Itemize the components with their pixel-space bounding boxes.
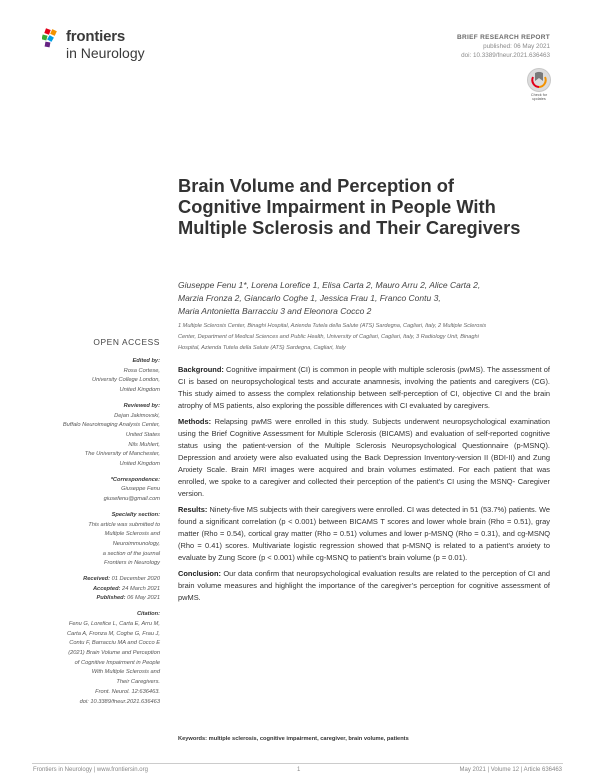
author-line: Marzia Fronza 2, Giancarlo Coghe 1, Jessica Frau 1, Franco Contu 3, <box>178 293 441 303</box>
citation-line: (2021) Brain Volume and Perception <box>68 649 160 656</box>
logo-journal-name: in Neurology <box>66 45 145 61</box>
published-label: Published: <box>96 595 126 602</box>
author-line: Giuseppe Fenu 1*, Lorena Lorefice 1, Elisa Carta 2, Mauro Arru 2, Alice Carta 2, <box>178 280 481 290</box>
frontiers-logo[interactable] <box>42 28 182 68</box>
frontiers-logo-icon <box>42 28 62 48</box>
sidebar-line: a section of the journal <box>102 550 160 557</box>
abstract-methods <box>178 416 550 500</box>
sidebar-line: Nils Muhlert, <box>128 441 160 448</box>
correspondence-heading: *Correspondence: <box>110 476 160 483</box>
citation-line: of Cognitive Impairment in People <box>74 659 160 666</box>
citation-line: Front. Neurol. 12:636463. <box>95 688 160 695</box>
check-updates-label-2: updates <box>532 97 546 102</box>
received-date <box>12 575 160 585</box>
specialty-heading: Specialty section: <box>111 511 160 518</box>
article-type: BRIEF RESEARCH REPORT <box>457 34 550 41</box>
conclusion-label: Conclusion: <box>178 569 221 578</box>
citation-line: Contu F, Barracciu MA and Cocco E <box>69 640 160 647</box>
article-meta <box>457 33 550 60</box>
sidebar-line: Frontiers in Neurology <box>104 560 160 567</box>
sidebar-line: Buffalo Neuroimaging Analysis Center, <box>62 422 160 429</box>
affiliation-line: 1 Multiple Sclerosis Center, Binaghi Hospital, Azienda Tutela della Salute (ATS) Sardegna, Cagliari, Italy, 2 Multiple Sclerosis <box>178 323 487 329</box>
results-text: Ninety-five MS subjects with their caregivers were enrolled. CI was detected in 51 (53.7%) patients. We found a significant correlation (p < 0.001) between BICAMS T scores and lower whole brain (Rho = 0.51), gray matter (Rho = 0.54), cortical gray matter (Rho = 0.51) volumes and lower p-MSNQ (Rho = 0.31), and cg-MSNQ (Rho = 0.41) scores. Multivariate logistic regression showed that p-MSNQ is related to a patient’s anxiety to evaluate by Zung Score (p < 0.001) while cg-MSNQ to patient’s brain volume (p = 0.01). <box>178 505 550 562</box>
published-date: published: 06 May 2021 <box>483 43 550 50</box>
sidebar-line: University College London, <box>92 377 160 384</box>
affiliation-line: Hospital, Azienda Tutela della Salute (ATS) Sardegna, Cagliari, Italy <box>178 345 346 351</box>
footer-journal-link[interactable]: Frontiers in Neurology | www.frontiersin.org <box>33 767 148 773</box>
author-line: Maria Antonietta Barracciu 3 and Eleonora Cocco 2 <box>178 306 372 316</box>
footer-divider <box>32 763 563 764</box>
abstract-conclusion <box>178 568 550 604</box>
citation-line: Fenu G, Lorefice L, Carta E, Arru M, <box>68 620 160 627</box>
results-label: Results: <box>178 505 208 514</box>
sidebar-line: Rosa Cortese, <box>123 367 160 374</box>
citation-heading: Citation: <box>136 611 160 618</box>
published-date-sidebar <box>12 594 160 604</box>
author-list <box>178 279 548 318</box>
accepted-value: 24 March 2021 <box>122 585 160 592</box>
sidebar-line: Giuseppe Fenu <box>121 486 160 493</box>
doi-link[interactable]: doi: 10.3389/fneur.2021.636463 <box>461 52 550 59</box>
conclusion-text: Our data confirm that neuropsychological evaluation results are related to the perception of CI and brain volume measures and highlight the importance of the caregiver’s perception for cognitive assessment of pwMS. <box>178 569 550 602</box>
open-access-label: OPEN ACCESS <box>93 337 160 347</box>
page-number: 1 <box>297 767 301 773</box>
check-for-updates-button[interactable] <box>527 68 551 100</box>
sidebar-line: United States <box>125 431 160 438</box>
methods-label: Methods: <box>178 417 212 426</box>
keywords: Keywords: multiple sclerosis, cognitive impairment, caregiver, brain volume, patients <box>178 736 409 742</box>
accepted-label: Accepted: <box>92 585 121 592</box>
abstract-results <box>178 504 550 564</box>
abstract <box>178 364 550 608</box>
sidebar-line: The University of Manchester, <box>84 451 160 458</box>
sidebar-line: United Kingdom <box>119 387 160 394</box>
affiliations <box>178 321 550 354</box>
reviewed-by-heading: Reviewed by: <box>123 402 160 409</box>
citation-line: Their Caregivers. <box>116 679 160 686</box>
sidebar-line: Multiple Sclerosis and <box>104 531 160 538</box>
accepted-date <box>12 585 160 595</box>
sidebar-line: United Kingdom <box>119 461 160 468</box>
citation-line: Carta A, Fronza M, Coghe G, Frau J, <box>66 630 160 637</box>
footer-volume-info: May 2021 | Volume 12 | Article 636463 <box>459 767 562 773</box>
received-value: 01 December 2020 <box>111 576 160 583</box>
edited-by-heading: Edited by: <box>132 358 160 364</box>
background-text: Cognitive impairment (CI) is common in people with multiple sclerosis (pwMS). The assessment of CI is based on neuropsychological tests and accurate anamnesis, involving the patients and caregivers (CG). This study aimed to assess the complex relationship between self-perception of CI, objective CI and the brain atrophy of MS patients, also exploring the possible differences with CI evaluated by caregivers. <box>178 365 550 410</box>
sidebar-line: Dejan Jakimovski, <box>114 412 160 419</box>
background-label: Background: <box>178 365 224 374</box>
sidebar-line: Neuroimmunology, <box>112 540 160 547</box>
methods-text: Relapsing pwMS were enrolled in this study. Subjects underwent neuropsychological examination using the Brief Cognitive Assessment for Multiple Sclerosis (BICAMS) and evaluation of self-reported cognitive status using the patient-version of the Multiple Sclerosis Neuropsychological Questionnaire (p-MSNQ). Depression and anxiety were also evaluated using the Back Depression Inventory-version II (BDI-II) and Zung Anxiety Scale. Brain MRI images were acquired and brain volumes estimated. For each patient that was enrolled, we spoke to a caregiver and collected their perception of the patient’s CI using the MSNQ- Caregiver version. <box>178 417 550 498</box>
abstract-background <box>178 364 550 412</box>
published-value: 06 May 2021 <box>127 595 160 602</box>
sidebar-metadata <box>12 357 160 707</box>
article-title: Brain Volume and Perception of Cognitive Impairment in People With Multiple Sclerosis and Their Caregivers <box>178 175 521 238</box>
citation-doi-link[interactable]: doi: 10.3389/fneur.2021.636463 <box>79 698 160 705</box>
correspondence-email-link[interactable]: giusefenu@gmail.com <box>103 496 160 503</box>
logo-wordmark: frontiers <box>66 28 126 45</box>
check-updates-label-1: Check for <box>530 93 548 97</box>
citation-line: With Multiple Sclerosis and <box>91 669 160 676</box>
received-label: Received: <box>83 576 111 583</box>
affiliation-line: Center, Department of Medical Sciences and Public Health, University of Cagliari, Cagliari, Italy, 3 Radiology Unit, Binaghi <box>178 334 479 340</box>
check-updates-icon <box>527 68 551 92</box>
sidebar-line: This article was submitted to <box>88 521 160 528</box>
